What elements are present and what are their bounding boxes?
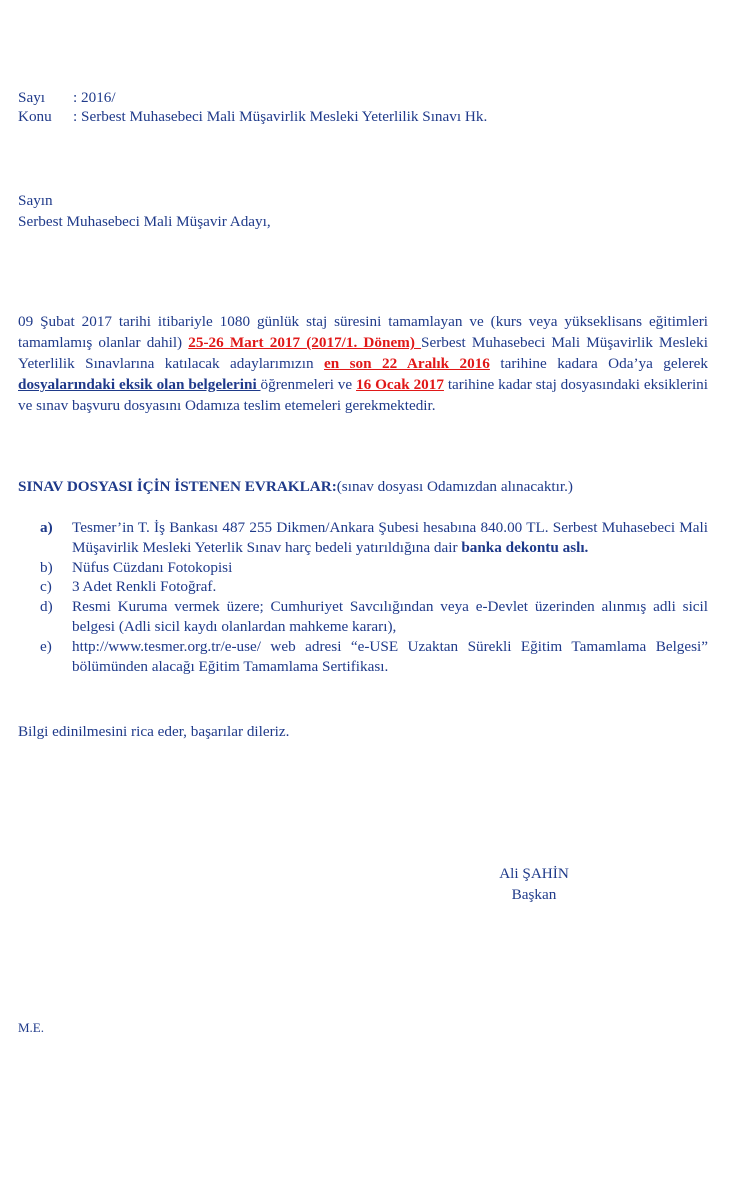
konu-label: Konu (18, 108, 52, 125)
documents-heading-title: SINAV DOSYASI İÇİN İSTENEN EVRAKLAR: (18, 478, 337, 495)
list-item (40, 597, 708, 637)
sayi-label: Sayı (18, 89, 46, 106)
list-item-text: http://www.tesmer.org.tr/e-use/ web adresi “e-USE Uzaktan Sürekli Eğitim Tamamlama Belgesi” bölümünden alacağı Eğitim Tamamlama Sertifikası. (72, 637, 708, 675)
list-item (40, 577, 708, 597)
list-marker: d) (40, 598, 53, 616)
list-marker: c) (40, 578, 52, 596)
sayi-line (18, 89, 116, 107)
salutation-line2: Serbest Muhasebeci Mali Müşavir Adayı, (18, 213, 271, 230)
sayi-value: : 2016/ (73, 89, 116, 106)
list-item-text: Tesmer’in T. İş Bankası 487 255 Dikmen/Ankara Şubesi hesabına 840.00 TL. Serbest Muhasebeci Mali Müşavirlik Mesleki Yeterlik Sınav harç bedeli yatırıldığına dair (72, 519, 708, 556)
exam-date-highlight: 25-26 Mart 2017 (2017/1. Dönem) (188, 334, 422, 351)
list-marker: b) (40, 558, 53, 576)
documents-heading (18, 477, 573, 497)
konu-value: : Serbest Muhasebeci Mali Müşavirlik Mesleki Yeterlilik Sınavı Hk. (73, 108, 488, 125)
list-item-bold: banka dekontu aslı. (461, 538, 589, 556)
list-item (40, 637, 708, 677)
paragraph-text-1: 09 Şubat 2017 tarihi itibariyle 1080 günlük staj süresini tamamlayan ve (kurs veya yükseklisans eğitimleri tamamlamış olanlar dahil) (18, 313, 708, 351)
list-item (40, 518, 708, 558)
signature-name: Ali ŞAHİN (499, 865, 569, 882)
list-item-text: Resmi Kuruma vermek üzere; Cumhuriyet Savcılığından veya e-Devlet üzerinden alınmış adli sicil belgesi (Adli sicil kaydı olanlardan mahkeme kararı), (72, 598, 708, 635)
paragraph-text-5: tarihine kadar staj dosyasındaki eksiklerini ve sınav başvuru dosyasını Odamıza teslim etemeleri gerekmektedir. (18, 376, 708, 414)
paragraph-text-3: tarihine kadara Oda’ya gelerek (489, 355, 708, 372)
list-item-text: Nüfus Cüzdanı Fotokopisi (72, 558, 233, 576)
documents-heading-note: (sınav dosyası Odamızdan alınacaktır.) (336, 478, 573, 495)
closing-line: Bilgi edinilmesini rica eder, başarılar dileriz. (18, 723, 290, 740)
list-marker: e) (40, 637, 52, 655)
list-marker: a) (40, 519, 53, 536)
paragraph-text-2: Serbest Muhasebeci Mali Müşavirlik Mesleki Yeterlilik Sınavlarına katılacak adaylarımızın (18, 334, 708, 372)
missing-documents-highlight: dosyalarındaki eksik olan belgelerini (18, 376, 261, 393)
list-item (40, 558, 708, 578)
salutation-line1: Sayın (18, 192, 53, 209)
paragraph-text-4: öğrenmeleri ve (260, 376, 357, 393)
documents-list (40, 518, 708, 676)
signature-title: Başkan (511, 886, 557, 903)
footer-initials: M.E. (18, 1020, 44, 1035)
list-item-text: 3 Adet Renkli Fotoğraf. (72, 578, 217, 596)
deadline-highlight: en son 22 Aralık 2016 (324, 355, 490, 372)
main-paragraph (18, 311, 708, 416)
konu-line (18, 108, 487, 126)
submission-date-highlight: 16 Ocak 2017 (356, 376, 444, 393)
